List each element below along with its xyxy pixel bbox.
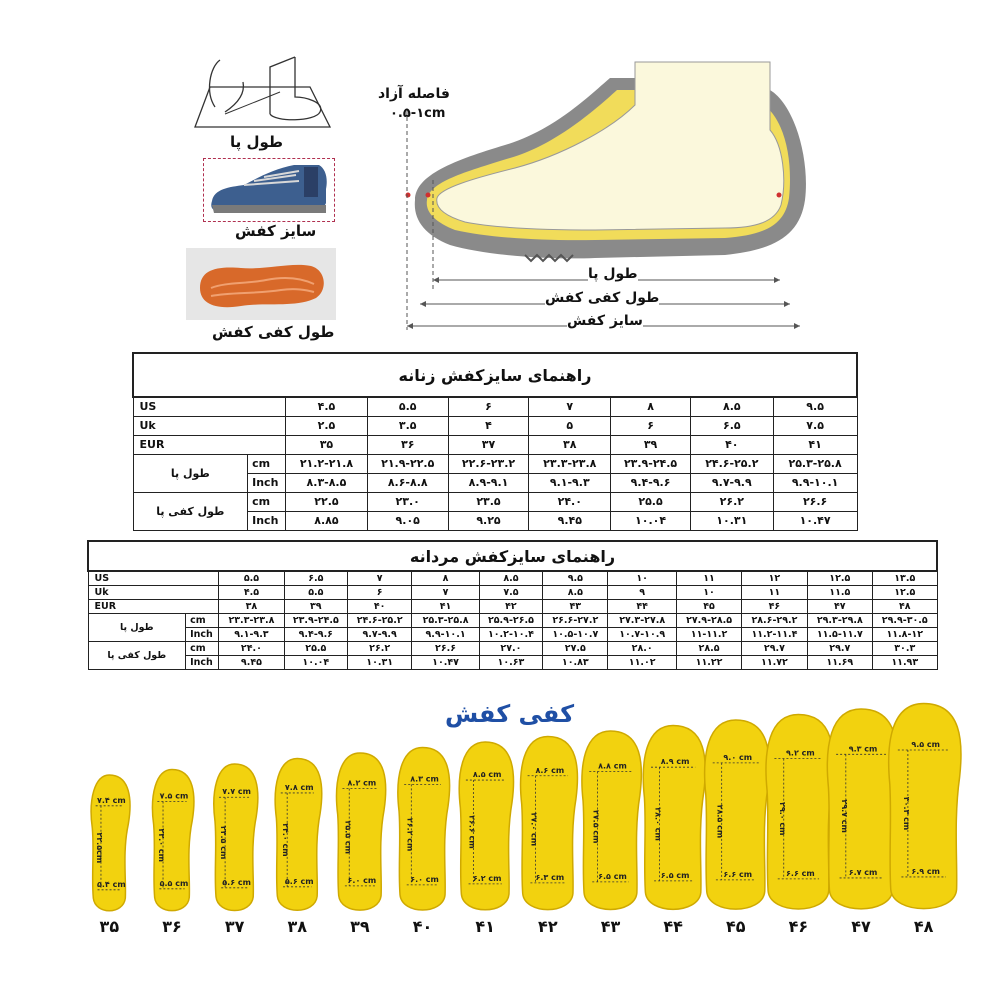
- cell-us: ۸: [611, 397, 691, 416]
- cell-uk: ۶: [347, 585, 411, 599]
- cell-insole-inch: ۱۰.۳۱: [347, 655, 411, 669]
- women-table-title: راهنمای سایزکفش زنانه: [133, 353, 857, 397]
- insole-size-48: [889, 704, 961, 909]
- cell-eur: ۳۵: [286, 435, 368, 454]
- insole-size-number: ۳۹: [350, 917, 370, 936]
- insole-size-number: ۴۲: [538, 917, 558, 936]
- cell-insole-cm: ۲۵.۵: [284, 641, 347, 655]
- cell-foot-inch: ۸.۳-۸.۵: [286, 473, 368, 492]
- cell-us: ۵.۵: [367, 397, 448, 416]
- cell-us: ۴.۵: [286, 397, 368, 416]
- men-table-title: راهنمای سایزکفش مردانه: [88, 541, 937, 571]
- row-label-insole-length: طول کفی پا: [133, 492, 248, 530]
- insole-size-37: [214, 764, 258, 910]
- cell-eur: ۳۸: [529, 435, 611, 454]
- insole-top-width: ۸.۲ cm: [347, 778, 377, 788]
- insole-bottom-width: ۶.۶ cm: [723, 869, 753, 879]
- insole-length: ۲۴.۰ cm: [281, 823, 291, 857]
- cell-insole-inch: ۱۰.۳۱: [690, 511, 773, 530]
- cell-foot-inch: ۱۱-۱۱.۲: [676, 627, 741, 641]
- insole-bottom-width: ۶.۷ cm: [848, 867, 878, 877]
- cell-insole-cm: ۲۷.۵: [543, 641, 608, 655]
- cell-us: ۱۰: [608, 571, 676, 585]
- cell-insole-inch: ۹.۲۵: [448, 511, 529, 530]
- cell-foot-cm: ۲۵.۳-۲۵.۸: [412, 613, 479, 627]
- insole-bottom-width: ۶.۲ cm: [472, 873, 502, 883]
- insole-bottom-width: ۵.۴ cm: [96, 879, 126, 889]
- cell-us: ۱۳.۵: [873, 571, 938, 585]
- insole-length: ۲۵.۵ cm: [343, 820, 353, 855]
- cell-foot-cm: ۲۳.۹-۲۴.۵: [611, 454, 691, 473]
- shoe-photo-frame: [203, 158, 335, 222]
- cell-eur: ۴۳: [543, 599, 608, 613]
- cell-insole-cm: ۲۹.۷: [807, 641, 872, 655]
- cell-eur: ۴۴: [608, 599, 676, 613]
- insole-size-number: ۴۷: [851, 917, 871, 936]
- cell-us: ۹.۵: [543, 571, 608, 585]
- cell-foot-cm: ۲۳.۳-۲۳.۸: [529, 454, 611, 473]
- cell-uk: ۱۱.۵: [807, 585, 872, 599]
- cell-uk: ۵.۵: [284, 585, 347, 599]
- insole-size-36: [152, 770, 193, 911]
- cell-foot-inch: ۸.۶-۸.۸: [367, 473, 448, 492]
- cell-uk: ۴: [448, 416, 529, 435]
- cell-eur: ۴۰: [690, 435, 773, 454]
- insole-top-width: ۹.۰ cm: [723, 752, 753, 762]
- cell-us: ۸.۵: [690, 397, 773, 416]
- row-label-foot-length: طول پا: [88, 613, 186, 641]
- cell-uk: ۹: [608, 585, 676, 599]
- insole-top-width: ۹.۲ cm: [786, 748, 815, 758]
- cell-foot-inch: ۹.۱-۹.۳: [219, 627, 284, 641]
- cell-uk: ۷.۵: [773, 416, 857, 435]
- cell-foot-inch: ۸.۹-۹.۱: [448, 473, 529, 492]
- cell-insole-inch: ۱۱.۰۲: [608, 655, 676, 669]
- unit-inch: Inch: [186, 627, 219, 641]
- cell-foot-inch: ۱۰.۷-۱۰.۹: [608, 627, 676, 641]
- cell-uk: ۱۰: [676, 585, 741, 599]
- cell-insole-cm: ۲۳.۰: [367, 492, 448, 511]
- cell-eur: ۴۵: [676, 599, 741, 613]
- cell-foot-inch: ۹.۹-۱۰.۱: [773, 473, 857, 492]
- insole-size-number: ۳۶: [162, 917, 182, 936]
- insole-bottom-width: ۶.۰ cm: [410, 874, 439, 884]
- cell-foot-inch: ۹.۷-۹.۹: [347, 627, 411, 641]
- row-label-us: US: [88, 571, 219, 585]
- cell-insole-inch: ۱۱.۲۲: [676, 655, 741, 669]
- insole-top-width: ۸.۳ cm: [410, 774, 439, 784]
- cell-eur: ۳۶: [367, 435, 448, 454]
- dimension-shoe-size: سایز کفش: [567, 313, 643, 329]
- cell-us: ۹.۵: [773, 397, 857, 416]
- cell-insole-cm: ۲۴.۰: [219, 641, 284, 655]
- insole-size-number: ۴۵: [725, 917, 746, 936]
- cell-eur: ۳۹: [284, 599, 347, 613]
- foot-length-caption: طول پا: [230, 133, 284, 151]
- unit-cm: cm: [248, 492, 286, 511]
- insole-length: ۲۸.۵ cm: [715, 804, 725, 839]
- insole-length: ۲۷.۵ cm: [591, 809, 601, 844]
- cell-insole-inch: ۹.۰۵: [367, 511, 448, 530]
- cell-uk: ۶: [611, 416, 691, 435]
- insole-size-40: [398, 748, 450, 910]
- cell-us: ۷: [529, 397, 611, 416]
- insole-bottom-width: ۵.۶ cm: [222, 877, 251, 887]
- insole-length-caption: طول کفی کفش: [212, 323, 335, 341]
- insole-top-width: ۹.۵ cm: [911, 740, 941, 750]
- insole-top-width: ۷.۷ cm: [222, 787, 251, 797]
- insole-bottom-width: ۶.۳ cm: [535, 872, 565, 882]
- cell-insole-cm: ۲۸.۵: [676, 641, 741, 655]
- cell-foot-cm: ۲۵.۳-۲۵.۸: [773, 454, 857, 473]
- free-space-label: فاصله آزاد: [378, 86, 450, 102]
- cell-eur: ۴۲: [479, 599, 542, 613]
- cell-foot-inch: ۹.۷-۹.۹: [690, 473, 773, 492]
- insole-size-number: ۴۰: [412, 917, 433, 936]
- insole-size-number: ۴۶: [788, 917, 809, 936]
- insole-size-35: [91, 775, 130, 911]
- cell-foot-cm: ۲۶.۶-۲۷.۲: [543, 613, 608, 627]
- insole-bottom-width: ۶.۵ cm: [598, 871, 627, 881]
- insole-top-width: ۸.۸ cm: [598, 761, 627, 771]
- cell-foot-inch: ۱۰.۵-۱۰.۷: [543, 627, 608, 641]
- cell-insole-cm: ۲۴.۰: [529, 492, 611, 511]
- cell-eur: ۴۱: [412, 599, 479, 613]
- cell-insole-inch: ۱۱.۹۳: [873, 655, 938, 669]
- cell-insole-inch: ۱۰.۸۳: [543, 655, 608, 669]
- cell-insole-cm: ۲۶.۶: [773, 492, 857, 511]
- insole-size-46: [766, 715, 833, 909]
- cell-foot-inch: ۹.۱-۹.۳: [529, 473, 611, 492]
- row-label-uk: Uk: [88, 585, 219, 599]
- free-space-value: ۰.۵-۱cm: [390, 106, 446, 121]
- cell-insole-cm: ۲۹.۷: [742, 641, 807, 655]
- cell-insole-inch: ۱۰.۴۷: [412, 655, 479, 669]
- insole-size-number: ۳۷: [224, 917, 245, 936]
- unit-inch: Inch: [186, 655, 219, 669]
- insole-size-number: ۳۵: [99, 917, 120, 936]
- cell-foot-inch: ۹.۴-۹.۶: [611, 473, 691, 492]
- insole-size-number: ۳۸: [287, 917, 308, 936]
- cell-foot-cm: ۲۹.۹-۳۰.۵: [873, 613, 938, 627]
- insole-length: ۲۶.۲ cm: [405, 817, 415, 852]
- cell-uk: ۳.۵: [367, 416, 448, 435]
- cell-insole-inch: ۸.۸۵: [286, 511, 368, 530]
- insole-top-width: ۸.۶ cm: [535, 765, 565, 775]
- cell-foot-inch: ۹.۴-۹.۶: [284, 627, 347, 641]
- insole-length: ۳۰.۳ cm: [901, 796, 911, 831]
- insole-top-width: ۸.۵ cm: [472, 770, 502, 780]
- unit-cm: cm: [186, 641, 219, 655]
- insole-bottom-width: ۶.۵ cm: [660, 870, 690, 880]
- cell-eur: ۴۸: [873, 599, 938, 613]
- insole-size-42: [521, 737, 578, 910]
- insole-size-number: ۴۸: [913, 917, 934, 936]
- cell-insole-inch: ۱۱.۶۹: [807, 655, 872, 669]
- insole-photo: [186, 248, 336, 320]
- cell-uk: ۱۱: [742, 585, 807, 599]
- cell-foot-cm: ۲۸.۶-۲۹.۲: [742, 613, 807, 627]
- women-size-table: [132, 352, 858, 531]
- cell-eur: ۴۷: [807, 599, 872, 613]
- cell-foot-cm: ۲۳.۹-۲۴.۵: [284, 613, 347, 627]
- cell-foot-inch: ۱۱.۲-۱۱.۴: [742, 627, 807, 641]
- unit-inch: Inch: [248, 473, 286, 492]
- insole-size-44: [643, 726, 705, 910]
- cell-insole-inch: ۱۱.۷۲: [742, 655, 807, 669]
- insole-top-width: ۸.۹ cm: [660, 757, 690, 767]
- cell-us: ۱۱: [676, 571, 741, 585]
- unit-cm: cm: [248, 454, 286, 473]
- cell-insole-inch: ۱۰.۴۷: [773, 511, 857, 530]
- cell-foot-inch: ۱۱.۵-۱۱.۷: [807, 627, 872, 641]
- men-size-table: [87, 540, 938, 670]
- cell-uk: ۷.۵: [479, 585, 542, 599]
- cell-foot-cm: ۲۷.۹-۲۸.۵: [676, 613, 741, 627]
- cell-us: ۱۲: [742, 571, 807, 585]
- cell-uk: ۴.۵: [219, 585, 284, 599]
- row-label-eur: EUR: [88, 599, 219, 613]
- cell-uk: ۷: [412, 585, 479, 599]
- insole-length: ۲۳.۵ cm: [219, 825, 229, 860]
- shoe-size-caption: سایز کفش: [235, 222, 317, 240]
- insole-size-number: ۴۱: [475, 917, 495, 936]
- insole-size-39: [337, 753, 386, 910]
- cell-foot-cm: ۲۴.۶-۲۵.۲: [690, 454, 773, 473]
- cell-foot-cm: ۲۴.۶-۲۵.۲: [347, 613, 411, 627]
- insoles-graphic: [0, 690, 1000, 920]
- cell-insole-cm: ۲۳.۵: [448, 492, 529, 511]
- row-label-uk: Uk: [133, 416, 286, 435]
- insole-bottom-width: ۵.۵ cm: [159, 878, 189, 888]
- insole-top-width: ۹.۳ cm: [848, 744, 878, 754]
- cell-insole-inch: ۱۰.۶۳: [479, 655, 542, 669]
- cell-foot-cm: ۲۲.۶-۲۳.۲: [448, 454, 529, 473]
- cell-foot-inch: ۹.۹-۱۰.۱: [412, 627, 479, 641]
- cell-insole-cm: ۲۲.۵: [286, 492, 368, 511]
- cell-foot-cm: ۲۳.۳-۲۳.۸: [219, 613, 284, 627]
- unit-inch: Inch: [248, 511, 286, 530]
- insole-bottom-width: ۶.۰ cm: [347, 875, 377, 885]
- cell-insole-inch: ۱۰.۰۴: [284, 655, 347, 669]
- cell-insole-inch: ۹.۴۵: [219, 655, 284, 669]
- dimension-insole-length: طول کفی کفش: [545, 290, 660, 306]
- cell-uk: ۸.۵: [543, 585, 608, 599]
- insole-length: ۲۹.۰ cm: [777, 801, 787, 836]
- insole-bottom-width: ۶.۶ cm: [786, 868, 815, 878]
- foot-measure-illustration: [185, 52, 345, 132]
- cell-insole-cm: ۳۰.۳: [873, 641, 938, 655]
- cell-insole-cm: ۲۶.۶: [412, 641, 479, 655]
- cell-uk: ۱۲.۵: [873, 585, 938, 599]
- cell-us: ۱۲.۵: [807, 571, 872, 585]
- unit-cm: cm: [186, 613, 219, 627]
- cell-us: ۵.۵: [219, 571, 284, 585]
- cell-insole-cm: ۲۶.۲: [690, 492, 773, 511]
- cell-insole-cm: ۲۵.۵: [611, 492, 691, 511]
- cell-foot-cm: ۲۱.۲-۲۱.۸: [286, 454, 368, 473]
- cell-insole-cm: ۲۶.۲: [347, 641, 411, 655]
- insole-bottom-width: ۶.۹ cm: [911, 866, 941, 876]
- insole-size-43: [582, 731, 641, 909]
- cell-eur: ۴۰: [347, 599, 411, 613]
- dimension-foot-length: طول پا: [588, 266, 638, 282]
- cell-eur: ۳۹: [611, 435, 691, 454]
- cell-eur: ۳۷: [448, 435, 529, 454]
- cell-insole-cm: ۲۸.۰: [608, 641, 676, 655]
- insole-size-45: [705, 720, 770, 909]
- cell-uk: ۵: [529, 416, 611, 435]
- cell-us: ۸: [412, 571, 479, 585]
- insole-size-41: [459, 742, 513, 910]
- row-label-eur: EUR: [133, 435, 286, 454]
- cell-uk: ۲.۵: [286, 416, 368, 435]
- cell-insole-cm: ۲۷.۰: [479, 641, 542, 655]
- insole-size-38: [275, 759, 322, 911]
- cell-us: ۶: [448, 397, 529, 416]
- cell-foot-cm: ۲۹.۳-۲۹.۸: [807, 613, 872, 627]
- cell-foot-inch: ۱۱.۸-۱۲: [873, 627, 938, 641]
- insole-length: ۲۲.۵cm: [94, 832, 104, 864]
- insole-size-number: ۴۳: [600, 917, 621, 936]
- insole-bottom-width: ۵.۶ cm: [284, 876, 314, 886]
- cell-foot-inch: ۱۰.۲-۱۰.۴: [479, 627, 542, 641]
- cell-foot-cm: ۲۱.۹-۲۲.۵: [367, 454, 448, 473]
- cell-us: ۷: [347, 571, 411, 585]
- insole-length: ۲۸.۰ cm: [653, 807, 663, 841]
- insole-size-47: [827, 709, 897, 909]
- insole-length: ۲۷.۰ cm: [529, 812, 539, 847]
- insoles-title: کفی کفش: [445, 700, 575, 728]
- cell-insole-inch: ۱۰.۰۴: [611, 511, 691, 530]
- insole-top-width: ۷.۴ cm: [96, 795, 126, 805]
- insole-length: ۲۶.۶ cm: [467, 815, 477, 849]
- insole-top-width: ۷.۵ cm: [159, 791, 189, 801]
- cell-insole-inch: ۹.۴۵: [529, 511, 611, 530]
- row-label-us: US: [133, 397, 286, 416]
- cell-us: ۸.۵: [479, 571, 542, 585]
- insole-length: ۲۳.۰ cm: [157, 828, 167, 862]
- cell-eur: ۳۸: [219, 599, 284, 613]
- cell-eur: ۴۱: [773, 435, 857, 454]
- shoe-icon: [204, 159, 334, 221]
- insole-length: ۲۹.۷ cm: [839, 799, 849, 833]
- cell-foot-cm: ۲۵.۹-۲۶.۵: [479, 613, 542, 627]
- insole-top-width: ۷.۸ cm: [284, 782, 314, 792]
- cell-eur: ۴۶: [742, 599, 807, 613]
- cell-uk: ۶.۵: [690, 416, 773, 435]
- cell-foot-cm: ۲۷.۳-۲۷.۸: [608, 613, 676, 627]
- insole-size-number: ۴۴: [663, 917, 683, 936]
- row-label-insole-length: طول کفی پا: [88, 641, 186, 669]
- cell-us: ۶.۵: [284, 571, 347, 585]
- row-label-foot-length: طول پا: [133, 454, 248, 492]
